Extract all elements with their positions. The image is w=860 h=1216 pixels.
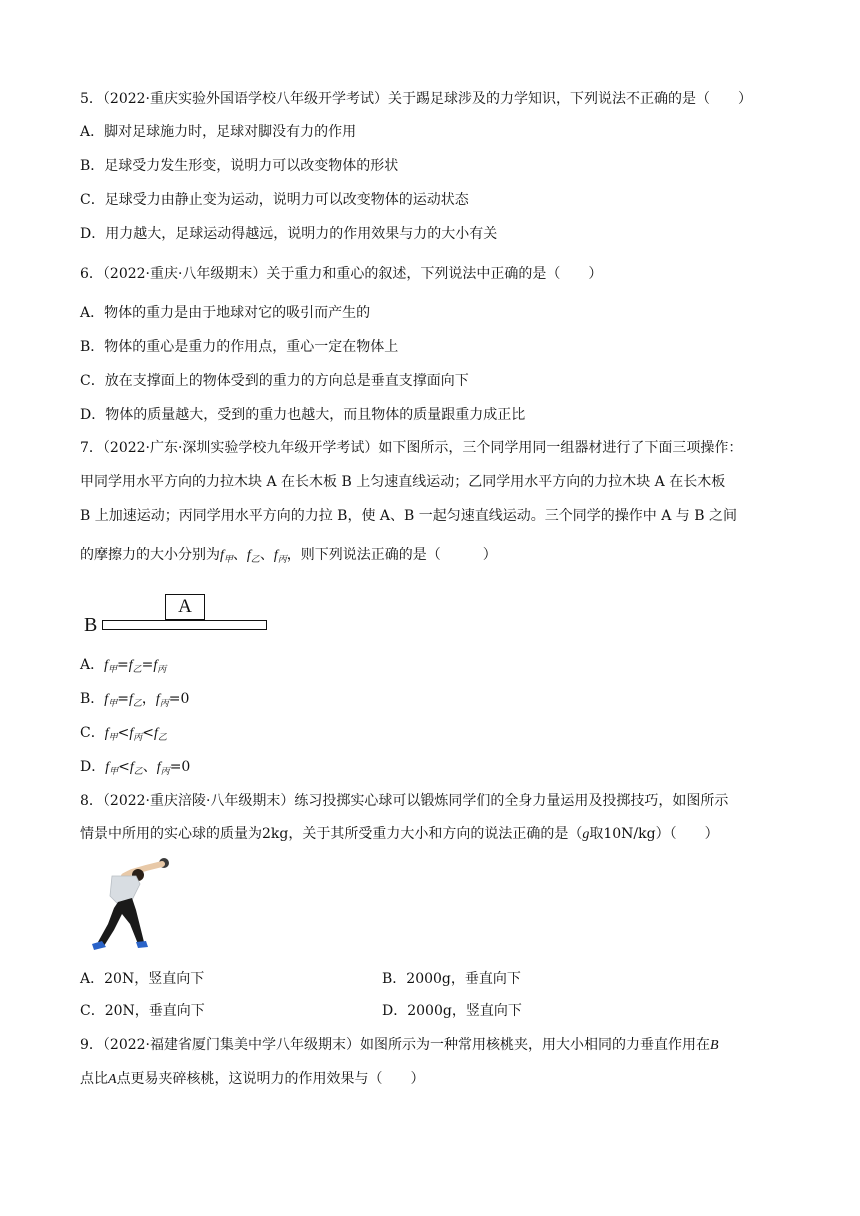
subscript-yi: 乙 xyxy=(250,555,260,565)
inline-text: 甲 xyxy=(108,733,118,743)
inline-text: B． xyxy=(382,971,407,987)
inline-text: f xyxy=(104,658,109,673)
inline-text: ，竖直向下 xyxy=(134,971,205,987)
inline-text: A． xyxy=(80,657,105,673)
inline-text: ）（ ） xyxy=(655,826,719,842)
q5-option-d: D．用力越大，足球运动得越远，说明力的作用效果与力的大小有关 xyxy=(80,226,498,242)
q8-line-2 xyxy=(80,824,719,845)
q7-line-4 xyxy=(80,545,497,570)
inline-text: ，垂直向下 xyxy=(450,971,521,987)
q7-figure xyxy=(82,588,272,636)
q8-line-1: 8．（2022·重庆涪陵·八年级期末）练习投掷实心球可以锻炼同学们的全身力量运用及投掷技巧，如图所示 xyxy=(80,793,729,809)
separator: 、 xyxy=(259,547,274,563)
q7-line4-prefix: 的摩擦力的大小分别为 xyxy=(80,547,220,563)
separator: 、 xyxy=(232,547,247,563)
inline-text: 乙 xyxy=(133,767,143,777)
q7-option-c xyxy=(80,723,167,748)
inline-text: 丙 xyxy=(157,665,167,675)
q8-option-d xyxy=(382,1001,522,1021)
inline-text: f xyxy=(129,760,134,775)
inline-text: 、 xyxy=(142,759,157,775)
q8-option-b xyxy=(382,969,521,989)
block-a xyxy=(165,594,205,620)
inline-text: = xyxy=(141,657,154,673)
symbol-f: f xyxy=(220,548,224,563)
q9-line-1 xyxy=(80,1035,719,1056)
q6-option-b: B．物体的重心是重力的作用点，重心一定在物体上 xyxy=(80,339,399,355)
inline-text: < xyxy=(117,725,130,741)
inline-text: f xyxy=(155,692,160,707)
inline-text: 取 xyxy=(589,826,604,842)
inline-text: 2000g xyxy=(407,1003,452,1019)
q5-option-b: B．足球受力发生形变，说明力可以改变物体的形状 xyxy=(80,158,399,174)
board-b-label: B xyxy=(84,614,98,636)
inline-text: D． xyxy=(80,759,106,775)
q5-option-a: A．脚对足球施力时，足球对脚没有力的作用 xyxy=(80,124,357,140)
inline-text: f xyxy=(154,726,158,741)
inline-text: 丙 xyxy=(133,733,143,743)
inline-text: = xyxy=(117,657,129,673)
q7-option-a xyxy=(80,655,166,680)
subscript-jia: 甲 xyxy=(223,555,233,565)
inline-text: 丙 xyxy=(160,767,170,777)
inline-text: 9．（2022·福建省厦门集美中学八年级期末）如图所示为一种常用核桃夹，用大小相同的力垂直作用在 xyxy=(80,1037,710,1053)
q6-stem: 6．（2022·重庆·八年级期末）关于重力和重心的叙述，下列说法中正确的是（ ） xyxy=(80,266,603,282)
inline-text: < xyxy=(118,759,130,775)
thrower-illustration xyxy=(88,854,180,956)
inline-text: f xyxy=(128,658,133,673)
inline-text: 点比 xyxy=(80,1071,108,1087)
q7-option-b xyxy=(80,689,189,714)
inline-text: 甲 xyxy=(108,699,118,709)
q7-line-1: 7．（2022·广东·深圳实验学校九年级开学考试）如下图所示，三个同学用同一组器材进行了下面三项操作： xyxy=(80,440,743,456)
g-value: 10N/kg xyxy=(603,826,656,842)
q7-line4-suffix: ，则下列说法正确的是（ ） xyxy=(286,547,497,563)
inline-text: ， xyxy=(141,691,156,707)
inline-text: g xyxy=(582,827,590,842)
inline-text: 0 xyxy=(181,759,191,775)
inline-text: 20N xyxy=(104,1003,135,1019)
inline-text: f xyxy=(105,760,110,775)
inline-text: A． xyxy=(80,971,105,987)
subscript-bing: 丙 xyxy=(277,555,287,565)
inline-text: f xyxy=(129,726,134,741)
inline-text: 甲 xyxy=(108,665,118,675)
q7-line-2: 甲同学用水平方向的力拉木块 A 在长木板 B 上匀速直线运动；乙同学用水平方向的力拉木块 A 在长木板 xyxy=(80,474,726,490)
inline-text: 甲 xyxy=(109,767,119,777)
q8-option-c xyxy=(80,1001,205,1021)
inline-text: 0 xyxy=(180,691,190,707)
block-a-label: A xyxy=(178,596,192,617)
inline-text: 情景中所用的实心球的质量为 xyxy=(80,826,262,842)
inline-text: f xyxy=(104,692,109,707)
inline-text: = xyxy=(168,691,181,707)
q6-option-d: D．物体的质量越大，受到的重力也越大，而且物体的质量跟重力成正比 xyxy=(80,407,526,423)
inline-text: ，关于其所受重力大小和方向的说法正确的是（ xyxy=(288,826,583,842)
inline-text: f xyxy=(104,726,109,741)
board-b xyxy=(102,620,267,630)
inline-text: 20N xyxy=(104,971,135,987)
inline-text: B． xyxy=(80,691,105,707)
symbol-f: f xyxy=(246,548,251,563)
q5-option-c: C．足球受力由静止变为运动，说明力可以改变物体的运动状态 xyxy=(80,192,469,208)
point-b: B xyxy=(709,1038,719,1053)
point-a: A xyxy=(108,1072,117,1087)
inline-text: 2000g xyxy=(406,971,451,987)
inline-text: 乙 xyxy=(157,733,167,743)
symbol-f: f xyxy=(273,548,278,563)
inline-text: f xyxy=(128,692,133,707)
inline-text: 丙 xyxy=(159,699,169,709)
q6-option-c: C．放在支撑面上的物体受到的重力的方向总是垂直支撑面向下 xyxy=(80,373,469,389)
q9-line-2 xyxy=(80,1069,425,1090)
q7-option-d xyxy=(80,757,190,782)
inline-text: = xyxy=(169,759,182,775)
mass-value: 2kg xyxy=(262,826,289,842)
q7-line-3: B 上加速运动；丙同学用水平方向的力拉 B，使 A、B 一起匀速直线运动。三个同学的操作中 A 与 B 之间 xyxy=(80,508,737,524)
inline-text: 乙 xyxy=(132,699,142,709)
inline-text: = xyxy=(117,691,129,707)
inline-text: C． xyxy=(80,1003,105,1019)
q8-option-a xyxy=(80,969,204,989)
q5-stem: 5．（2022·重庆实验外国语学校八年级开学考试）关于踢足球涉及的力学知识，下列说法不正确的是（ ） xyxy=(80,91,752,107)
inline-text: C． xyxy=(80,725,105,741)
inline-text: f xyxy=(153,658,158,673)
inline-text: < xyxy=(142,725,154,741)
inline-text: D． xyxy=(382,1003,408,1019)
inline-text: ，垂直向下 xyxy=(134,1003,205,1019)
inline-text: 乙 xyxy=(132,665,142,675)
inline-text: ，竖直向下 xyxy=(451,1003,522,1019)
inline-text: f xyxy=(156,760,161,775)
inline-text: 点更易夹碎核桃，这说明力的作用效果与（ ） xyxy=(116,1071,425,1087)
q6-option-a: A．物体的重力是由于地球对它的吸引而产生的 xyxy=(80,305,371,321)
